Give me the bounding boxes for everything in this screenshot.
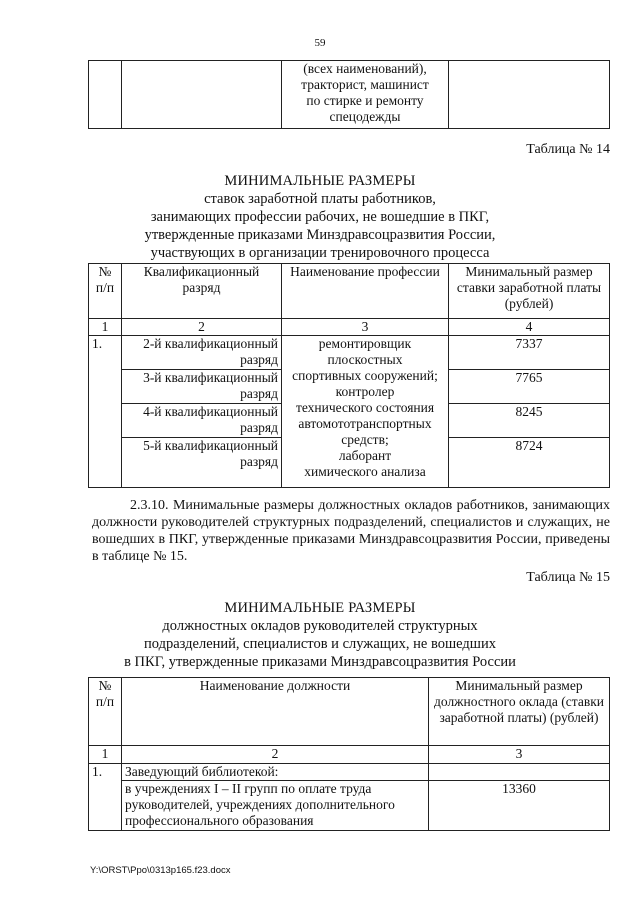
table-cell — [449, 61, 610, 129]
table-14-subtitle-line: занимающих профессии рабочих, не вошедшие в ПКГ, — [150, 209, 490, 225]
table-15-title: МИНИМАЛЬНЫЕ РАЗМЕРЫ — [224, 600, 416, 616]
index-cell: 2 — [122, 746, 429, 764]
table-15-label: Таблица № 15 — [526, 570, 610, 585]
index-cell: 4 — [449, 319, 610, 336]
table-15-subtitle-line: должностных окладов руководителей структурных — [162, 618, 478, 634]
row-number: 1. — [89, 336, 122, 488]
rate-cell: 8245 — [449, 404, 610, 438]
grade-cell: 5-й квалификационный разряд — [122, 438, 282, 488]
profession-line: (всех наименований), — [303, 61, 427, 76]
position-detail: в учреждениях I – II групп по оплате труда руководителей, учреждениях дополнительного профессионального образования — [122, 781, 429, 831]
table-14-subtitle-line: ставок заработной платы работников, — [204, 191, 436, 207]
table-cell — [122, 61, 282, 129]
index-cell: 2 — [122, 319, 282, 336]
header-rate: Минимальный размер ставки заработной платы (рублей) — [449, 264, 610, 319]
page-number: 59 — [314, 37, 326, 49]
table-14-subtitle-line: утвержденные приказами Минздравсоцразвития России, — [144, 227, 496, 243]
table-14 — [88, 263, 610, 488]
header-num: № п/п — [89, 678, 122, 746]
paragraph-2-3-10 — [92, 497, 610, 565]
profession-line: по стирке и ремонту — [306, 93, 424, 108]
rate-cell: 7765 — [449, 370, 610, 404]
table-14-label: Таблица № 14 — [526, 142, 610, 157]
profession-line: лаборант — [338, 448, 392, 463]
header-num: № п/п — [89, 264, 122, 319]
paragraph-text: 2.3.10. Минимальные размеры должностных окладов работников, занимающих должности руководителей структурных подразделений, специалистов и служащих, не вошедших в ПКГ, утвержденные приказами Минздравсоцразвития России, приведены в таблице № 15. — [92, 498, 610, 564]
profession-line: ремонтировщик — [318, 336, 412, 351]
salary-cell: 13360 — [429, 781, 610, 831]
profession-line: средств; — [341, 432, 389, 447]
table-row — [89, 336, 610, 370]
table-14-title: МИНИМАЛЬНЫЕ РАЗМЕРЫ — [224, 173, 416, 189]
table-row — [89, 764, 610, 781]
index-cell: 1 — [89, 746, 122, 764]
header-salary: Минимальный размер должностного оклада (ставки заработной платы) (рублей) — [429, 678, 610, 746]
header-grade: Квалификационный разряд — [122, 264, 282, 319]
table-cell — [429, 764, 610, 781]
profession-cell — [282, 61, 449, 129]
footer-file-path: Y:\ORST\Ppo\0313p165.f23.docx — [90, 865, 231, 876]
rate-cell: 8724 — [449, 438, 610, 488]
grade-cell: 4-й квалификационный разряд — [122, 404, 282, 438]
position-title: Заведующий библиотекой: — [122, 764, 429, 781]
index-cell: 3 — [282, 319, 449, 336]
row-number: 1. — [89, 764, 122, 831]
profession-line: спецодежды — [329, 109, 401, 124]
header-position: Наименование должности — [122, 678, 429, 746]
grade-cell: 2-й квалификационный разряд — [122, 336, 282, 370]
table-15-subtitle-line: в ПКГ, утвержденные приказами Минздравсоцразвития России — [124, 654, 516, 670]
index-cell: 1 — [89, 319, 122, 336]
header-profession: Наименование профессии — [282, 264, 449, 319]
rate-cell: 7337 — [449, 336, 610, 370]
table-cell — [89, 61, 122, 129]
profession-line: плоскостных — [327, 352, 403, 367]
table-15-title-block — [60, 599, 580, 671]
profession-line: технического состояния — [295, 400, 435, 415]
profession-list — [282, 336, 449, 488]
table-14-subtitle-line: участвующих в организации тренировочного процесса — [150, 245, 490, 261]
table-15-subtitle-line: подразделений, специалистов и служащих, не вошедших — [144, 636, 496, 652]
table-15 — [88, 677, 610, 831]
continued-table — [88, 60, 610, 129]
index-cell: 3 — [429, 746, 610, 764]
profession-line: спортивных сооружений; — [292, 368, 438, 383]
grade-cell: 3-й квалификационный разряд — [122, 370, 282, 404]
table-14-title-block — [60, 172, 580, 262]
table-row — [89, 781, 610, 831]
profession-line: химического анализа — [304, 464, 426, 479]
profession-line: автомототранспортных — [298, 416, 432, 431]
profession-line: контролер — [335, 384, 395, 399]
profession-line: тракторист, машинист — [301, 77, 429, 92]
